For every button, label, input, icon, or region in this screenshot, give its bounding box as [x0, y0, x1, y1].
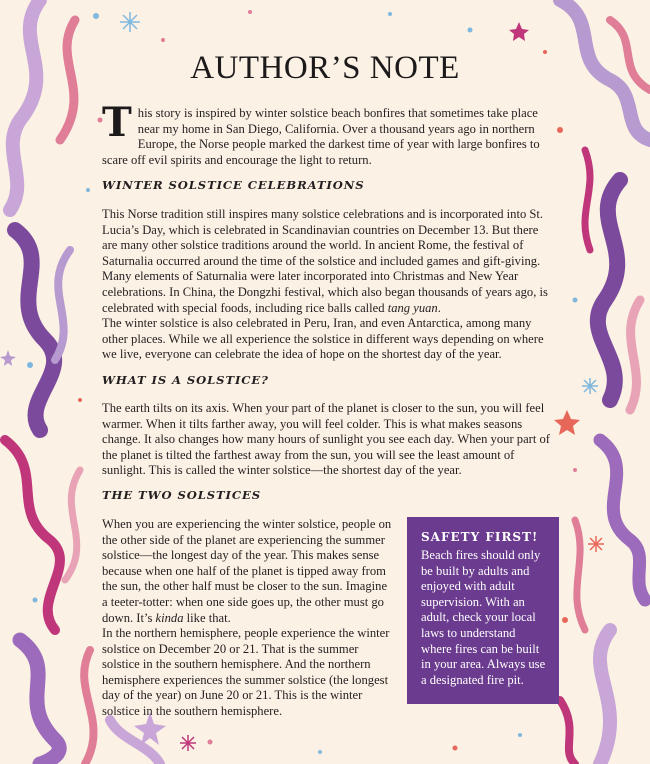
intro-paragraph: [102, 99, 550, 168]
heading-the-two-solstices: THE TWO SOLSTICES: [102, 488, 262, 502]
two-solstices-text-end: like that.: [183, 610, 231, 625]
two-solstices-paragraph-2: In the northern hemisphere, people experience the winter solstice on December 20 or 21. That is the summer solstice in the southern hemisphere. And the northern hemisphere experiences the summer solstice (the longest day of the year) on June 20 or 21. This is the winter solstice in the southern hemisphere.: [102, 626, 390, 718]
intro-text: his story is inspired by winter solstice beach bonfires that sometimes take place near my home in San Diego, California. Over a thousand years ago in northern Europe, the Norse people marked the darkest time of year with large bonfires to scare off evil spirits and encourage the light to return.: [102, 106, 540, 167]
tang-yuan-italic: tang yuan: [387, 300, 438, 315]
kinda-italic: kinda: [155, 610, 184, 625]
celebrations-paragraph-2: The winter solstice is also celebrated in Peru, Iran, and even Antarctica, among many other places. While we all experience the solstice in different ways depending on where we live, everyone can celebrate the idea of hope on the shortest day of the year.: [102, 316, 544, 362]
heading-winter-solstice-celebrations: WINTER SOLSTICE CELEBRATIONS: [102, 178, 365, 192]
page-title: AUTHOR’S NOTE: [190, 50, 460, 86]
what-is-solstice-paragraph: The earth tilts on its axis. When your part of the planet is closer to the sun, you will feel warmer. When it tilts farther away, you will feel colder. This is what makes seasons change. It also changes how many hours of sunlight you see each day. When your part of the planet is tilted the farthest away from the sun, you will see the least amount of sunlight. This is called the winter solstice—the shortest day of the year.: [102, 401, 550, 478]
celebrations-text-end: .: [437, 300, 441, 315]
celebrations-text: This Norse tradition still inspires many solstice celebrations and is incorporated into St. Lucia’s Day, which is celebrated in Scandinavian countries on December 13. But there are many other solstice traditions around the world. In ancient Rome, the festival of Saturnalia occurred around the time of the solstice and included games and gift-giving. Many elements of Saturnalia were later incorporated into Christmas and New Year celebrations. In China, the Dongzhi festival, which also began thousands of years ago, is celebrated with special foods, including rice balls called: [102, 207, 548, 315]
two-solstices-paragraph-1: [102, 517, 394, 626]
heading-what-is-a-solstice: WHAT IS A SOLSTICE?: [102, 373, 269, 387]
celebrations-paragraph-1: [102, 207, 554, 316]
drop-cap: T: [102, 99, 132, 146]
safety-body: Beach fires should only be built by adults and enjoyed with adult supervision. With an adult, check your local laws to understand where fires can be built in your area. Always use a designated fire pit.: [421, 548, 546, 687]
two-solstices-text: When you are experiencing the winter solstice, people on the other side of the planet are experiencing the summer solstice—the longest day of the year. This makes sense because when one half of the planet is tipped away from the sun, the other half must be closer to the sun. Imagine a teeter-totter: when one side goes up, the other must go down. It’s: [102, 517, 392, 625]
safety-first-box: [407, 517, 559, 704]
safety-title: SAFETY FIRST!: [421, 530, 539, 544]
